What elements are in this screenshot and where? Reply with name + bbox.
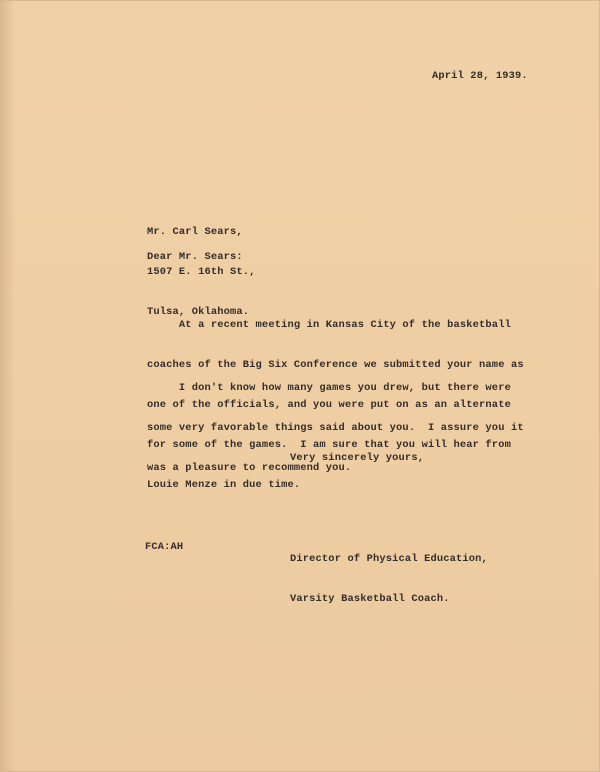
paragraph-line: some very favorable things said about you. I assure you it (147, 422, 524, 435)
letter-date: April 28, 1939. (432, 70, 528, 82)
reference-initials: FCA:AH (145, 541, 184, 553)
body-paragraph-2 (147, 357, 524, 502)
salutation: Dear Mr. Sears: (147, 251, 243, 263)
signature-title-2: Varsity Basketball Coach. (290, 593, 450, 606)
signature-title-1: Director of Physical Education, (290, 553, 488, 566)
paragraph-line: coaches of the Big Six Conference we submitted your name as (147, 359, 524, 372)
page-edge-shadow (1, 1, 15, 771)
paragraph-line: Louie Menze in due time. (147, 479, 301, 492)
recipient-city: Tulsa, Oklahoma. (147, 306, 250, 319)
recipient-street: 1507 E. 16th St., (147, 266, 256, 279)
paragraph-line: one of the officials, and you were put on as an alternate (147, 399, 511, 412)
paragraph-line: for some of the games. I am sure that you will hear from (147, 439, 511, 452)
signature-block (290, 528, 488, 633)
paragraph-line: At a recent meeting in Kansas City of the basketball (147, 319, 511, 332)
recipient-name: Mr. Carl Sears, (147, 226, 243, 239)
complimentary-closing: Very sincerely yours, (290, 452, 425, 464)
paragraph-line: I don't know how many games you drew, but there were (147, 382, 511, 395)
paragraph-line: was a pleasure to recommend you. (147, 462, 352, 475)
